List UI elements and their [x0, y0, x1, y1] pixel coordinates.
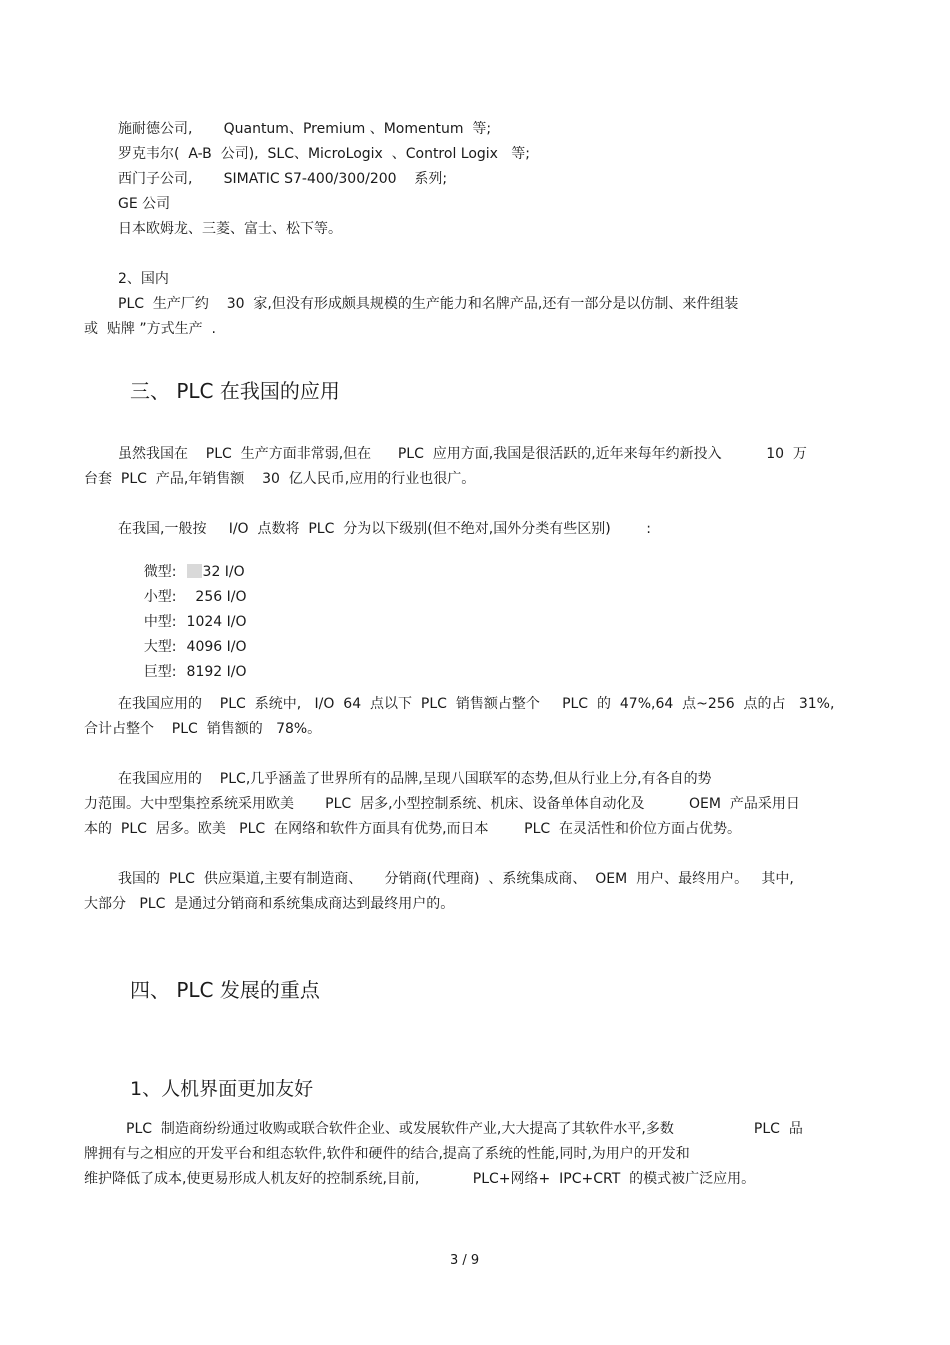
level-micro-label: 微型: — [143, 564, 177, 580]
section-3-para-3-line-2: 合计占整个 PLC 销售额的 78%。 — [84, 721, 322, 737]
brand-line-schneider: 施耐德公司, Quantum、Premium 、Momentum 等; — [118, 121, 492, 137]
level-micro-value: 32 I/O — [202, 564, 245, 580]
section-3-para-4-line-3: 本的 PLC 居多。欧美 PLC 在网络和软件方面具有优势,而日本 PLC 在灵活性和价位方面占优势。 — [84, 821, 742, 837]
level-large-value: 4096 I/O — [186, 639, 247, 655]
level-small-value: 256 I/O — [186, 589, 247, 605]
level-large-label: 大型: — [143, 639, 177, 655]
section-4-subsection-1-title: 1、人机界面更加友好 — [130, 1078, 314, 1100]
section-3-para-2-intro: 在我国,一般按 I/O 点数将 PLC 分为以下级别(但不绝对,国外分类有些区别) : — [118, 521, 651, 537]
section-3-title: 三、 PLC 在我国的应用 — [130, 379, 340, 403]
section-4-sub-1-line-1: PLC 制造商纷纷通过收购或联合软件企业、或发展软件产业,大大提高了其软件水平,多数 PLC 品 — [126, 1121, 803, 1137]
domestic-paragraph-line-1: PLC 生产厂约 30 家,但没有形成颇具规模的生产能力和名牌产品,还有一部分是以仿制、来件组装 — [118, 296, 739, 312]
level-medium-label: 中型: — [143, 614, 177, 630]
brand-line-ge: GE 公司 — [118, 196, 171, 212]
section-3-para-1-line-1: 虽然我国在 PLC 生产方面非常弱,但在 PLC 应用方面,我国是很活跃的,近年来每年约新投入 10 万 — [118, 446, 807, 462]
section-3-para-4-line-2: 力范围。大中型集控系统采用欧美 PLC 居多,小型控制系统、机床、设备单体自动化及 OEM 产品采用日 — [84, 796, 800, 812]
level-huge-value: 8192 I/O — [186, 664, 247, 680]
section-3-para-5-line-2: 大部分 PLC 是通过分销商和系统集成商达到最终用户的。 — [84, 896, 455, 912]
level-huge — [126, 645, 246, 699]
brand-line-japan: 日本欧姆龙、三菱、富士、松下等。 — [118, 221, 342, 237]
section-3-para-5-line-1: 我国的 PLC 供应渠道,主要有制造商、 分销商(代理商) 、系统集成商、 OEM 用户、最终用户。 其中, — [118, 871, 794, 887]
level-medium-value: 1024 I/O — [186, 614, 247, 630]
domestic-paragraph-line-2: 或 贴牌 ”方式生产 . — [84, 321, 216, 337]
page-number: 3 / 9 — [450, 1253, 480, 1268]
section-3-para-4-line-1: 在我国应用的 PLC,几乎涵盖了世界所有的品牌,呈现八国联军的态势,但从行业上分,有各自的势 — [118, 771, 712, 787]
section-3-para-3-line-1: 在我国应用的 PLC 系统中, I/O 64 点以下 PLC 销售额占整个 PLC 的 47%,64 点~256 点的占 31%, — [118, 696, 835, 712]
section-4-sub-1-line-2: 牌拥有与之相应的开发平台和组态软件,软件和硬件的结合,提高了系统的性能,同时,为用户的开发和 — [84, 1146, 690, 1162]
level-small-label: 小型: — [143, 589, 177, 605]
brand-line-siemens: 西门子公司, SIMATIC S7-400/300/200 系列; — [118, 171, 448, 187]
brand-line-rockwell: 罗克韦尔( A-B 公司), SLC、MicroLogix 、Control Logix 等; — [118, 146, 531, 162]
section-3-para-1-line-2: 台套 PLC 产品,年销售额 30 亿人民币,应用的行业也很广。 — [84, 471, 476, 487]
domestic-heading: 2、国内 — [118, 271, 169, 287]
section-4-sub-1-line-3: 维护降低了成本,使更易形成人机友好的控制系统,目前, PLC+网络+ IPC+CRT 的模式被广泛应用。 — [84, 1171, 756, 1187]
level-huge-label: 巨型: — [143, 664, 177, 680]
section-4-title: 四、 PLC 发展的重点 — [130, 978, 320, 1002]
